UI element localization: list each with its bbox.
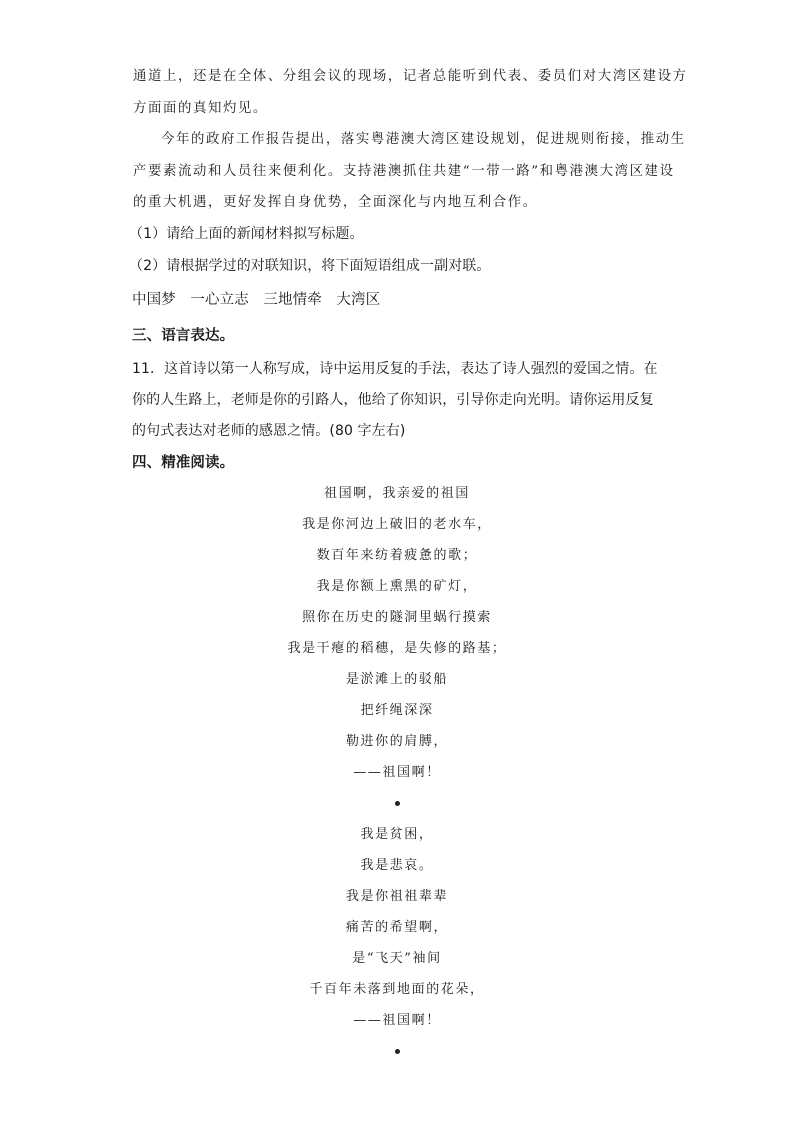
section-3-line-2: 你的人生路上，老师是你的引路人，他给了你知识，引导你走向光明。请你运用反复 bbox=[132, 392, 654, 408]
poem-line: 我是你河边上破旧的老水车， bbox=[302, 517, 492, 532]
question-1: （1）请给上面的新闻材料拟写标题。 bbox=[129, 226, 364, 242]
stanza-separator-dot bbox=[395, 1049, 400, 1054]
poem-line: 照你在历史的隧洞里蜗行摸索 bbox=[302, 610, 492, 625]
poem-line: 我是干瘪的稻穗，是失修的路基； bbox=[287, 641, 507, 656]
news-paragraph-line-3: 今年的政府工作报告提出，落实粤港澳大湾区建设规划，促进规则衔接，推动生 bbox=[161, 132, 686, 147]
poem-line: 勒进你的肩膊， bbox=[345, 734, 449, 749]
question-2: （2）请根据学过的对联知识，将下面短语组成一副对联。 bbox=[129, 258, 491, 274]
stanza-separator-dot bbox=[395, 801, 400, 806]
poem-line: 千百年未落到地面的花朵， bbox=[309, 982, 485, 997]
news-paragraph-line-2: 方面面的真知灼见。 bbox=[133, 101, 268, 116]
poem-refrain: ——祖国啊！ bbox=[353, 765, 441, 780]
poem-line: 我是贫困， bbox=[360, 827, 434, 842]
poem-line: 是淤滩上的驳船 bbox=[345, 672, 449, 687]
section-3-line-3: 的句式表达对老师的感恩之情。(80 字左右) bbox=[132, 423, 406, 439]
poem-line: 数百年来纺着疲惫的歌； bbox=[316, 548, 478, 563]
news-paragraph-line-5: 的重大机遇，更好发挥自身优势，全面深化与内地互利合作。 bbox=[133, 195, 538, 210]
poem-line: 是“飞天”袖间 bbox=[352, 951, 442, 966]
poem-refrain: ——祖国啊！ bbox=[353, 1013, 441, 1028]
poem-line: 我是你额上熏黑的矿灯， bbox=[316, 579, 478, 594]
news-paragraph-line-1: 通道上，还是在全体、分组会议的现场，记者总能听到代表、委员们对大湾区建设方 bbox=[133, 69, 688, 84]
poem-line: 我是悲哀。 bbox=[360, 858, 434, 873]
section-4-heading: 四、精准阅读。 bbox=[132, 455, 235, 471]
section-3-line-1: 11．这首诗以第一人称写成，诗中运用反复的手法，表达了诗人强烈的爱国之情。在 bbox=[132, 361, 658, 377]
poem-title: 祖国啊，我亲爱的祖国 bbox=[323, 486, 470, 501]
poem-line: 我是你祖祖辈辈 bbox=[345, 889, 449, 904]
poem-line: 痛苦的希望啊， bbox=[345, 920, 449, 935]
poem-line: 把纤绳深深 bbox=[360, 703, 434, 718]
section-3-heading: 三、语言表达。 bbox=[132, 328, 235, 344]
couplet-phrases: 中国梦 一心立志 三地情牵 大湾区 bbox=[132, 292, 381, 308]
news-paragraph-line-4: 产要素流动和人员往来便利化。支持港澳抓住共建“一带一路”和粤港澳大湾区建设 bbox=[133, 164, 675, 179]
